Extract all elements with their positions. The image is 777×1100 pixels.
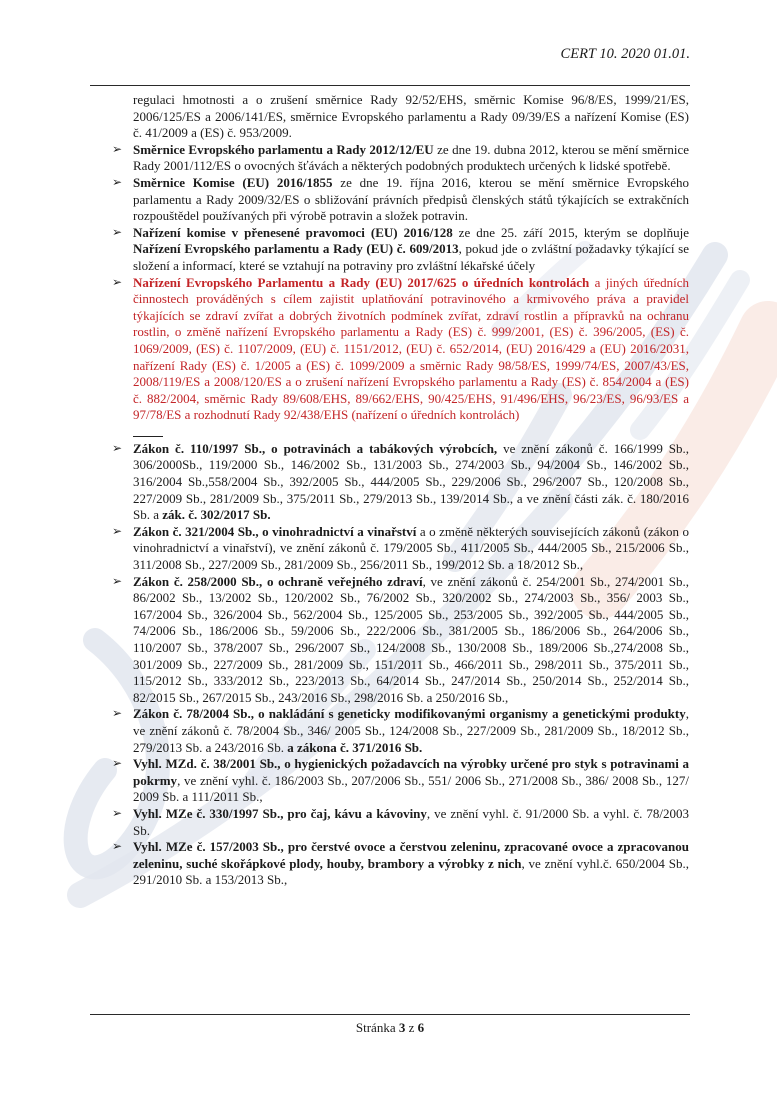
page-number-separator: z [405, 1020, 418, 1035]
bullet-arrow-icon: ➢ [112, 805, 123, 820]
list-item-text: a o změně některých souvisejících zákonů (zákon o vinohradnictví a vinařství), ve znění zákonů č. 179/2005 Sb., 411/2005 Sb., 444/2005 Sb., 215/2006 Sb., 311/2008 Sb., 227/2009 Sb., 281/2009 Sb., 256/2011 Sb., 199/2012 Sb. a 18/2012 Sb., [133, 523, 689, 573]
page-number [90, 1020, 690, 1036]
header-divider [90, 85, 690, 86]
list-item-text: , ve znění vyhl. č. 186/2003 Sb., 207/2006 Sb., 551/ 2006 Sb., 271/2008 Sb., 386/ 2008 Sb., 127/ 2009 Sb. a 111/2011 Sb., [133, 772, 689, 805]
bullet-arrow-icon: ➢ [112, 839, 123, 854]
bullet-arrow-icon: ➢ [112, 523, 123, 538]
bullet-arrow-icon: ➢ [112, 756, 123, 771]
list-item-text: a jiných úředních činnostech prováděných s cílem zajistit uplatňování potravinového a krmivového práva a pravidel týkajících se zdraví zvířat a dobrých životních podmínek zvířat, zdraví rostlin a přípravků na ochranu rostlin, o změně nařízení Evropského parlamentu a Rady (ES) č. 999/2001, (ES) č. 396/2005, (ES) č. 1069/2009, (ES) č. 1107/2009, (EU) č. 1151/2012, (EU) č. 652/2014, (EU) 2016/429 a (EU) 2016/2031, nařízení Rady (ES) č. 1/2005 a (ES) č. 1099/2009 a směrnic Rady 98/58/ES, 1999/74/ES, 2007/43/ES, 2008/119/ES a 2008/120/ES a o zrušení nařízení Evropského parlamentu a Rady (ES) č. 854/2004 a (ES) č. 882/2004, směrnic Rady 89/608/EHS, 89/662/EHS, 90/425/EHS, 91/496/EHS, 96/23/ES, 96/93/ES a 97/78/ES a rozhodnutí Rady 92/438/EHS (nařízení o úředních kontrolách) [133, 274, 689, 423]
list-item-text: ze dne 19. dubna 2012, kterou se mění směrnice Rady 2001/112/ES o ovocných šťávách a některých podobných produktech určených k lidské spotřebě. [133, 141, 689, 174]
list-item-decree-38-2001 [112, 756, 689, 806]
list-item-law-321-2004 [112, 523, 689, 574]
list-item-title: Nařízení komise v přenesené pravomoci (EU) 2016/128 [133, 224, 453, 240]
list-item-title: Směrnice Evropského parlamentu a Rady 2012/12/EU [133, 141, 434, 157]
list-item-title: Nařízení Evropského Parlamentu a Rady (EU) 2017/625 o úředních kontrolách [133, 274, 590, 290]
footer-divider [90, 1014, 690, 1015]
list-item-text: ze dne 25. září 2015, kterým se doplňuje [452, 224, 690, 240]
list-item-bold-ref: a zákona č. 371/2016 Sb. [287, 739, 423, 755]
list-item-law-78-2004 [112, 706, 689, 756]
bullet-arrow-icon: ➢ [112, 440, 123, 455]
list-item-text: ve znění zákonů č. 166/1999 Sb., 306/2000Sb., 119/2000 Sb., 146/2002 Sb., 131/2003 Sb., 274/2003 Sb., 94/2004 Sb., 146/2002 Sb., 316/2004 Sb.,558/2004 Sb., 392/2005 Sb., 444/2005 Sb., 229/2006 Sb., 296/2007 Sb., 120/2008 Sb., 227/2009 Sb., 281/2009 Sb., 375/2011 Sb., 279/2013 Sb., 139/2014 Sb., a ve znění části zák. č. 180/2016 Sb. a [133, 440, 689, 523]
list-item-regulation-2016-128 [112, 224, 690, 275]
list-item-directive-2016-1855 [112, 174, 689, 225]
list-item-law-258-2000 [112, 573, 690, 707]
page-number-total: 6 [417, 1020, 425, 1035]
bullet-arrow-icon: ➢ [112, 706, 123, 721]
list-item-law-110-1997 [112, 440, 689, 524]
intro-paragraph [133, 92, 689, 142]
bullet-arrow-icon: ➢ [112, 573, 123, 588]
header-title: CERT 10. 2020 01.01. [560, 46, 690, 62]
list-item-title: Zákon č. 110/1997 Sb., o potravinách a tabákových výrobcích, [133, 440, 498, 456]
document-body [112, 92, 690, 889]
bullet-arrow-icon: ➢ [112, 224, 123, 239]
list-item-text: , ve znění zákonů č. 78/2004 Sb., 346/ 2005 Sb., 124/2008 Sb., 227/2009 Sb., 281/2009 Sb., 18/2012 Sb., 279/2013 Sb. a 243/2016 Sb. [133, 706, 689, 755]
list-item-title: Zákon č. 78/2004 Sb., o nakládání s geneticky modifikovanými organismy a genetickými produkty [133, 706, 686, 722]
list-item-text: , pokud jde o zvláštní požadavky týkající se složení a informací, které se vztahují na potraviny pro zvláštní lékařské účely [133, 241, 689, 273]
page-number-current: 3 [398, 1020, 406, 1035]
list-item-directive-2012-12 [112, 141, 689, 175]
list-item-title: Vyhl. MZe č. 330/1997 Sb., pro čaj, kávu a kávoviny [133, 805, 427, 821]
list-item-text: , ve znění vyhl. č. 91/2000 Sb. a vyhl. č. 78/2003 Sb. [133, 805, 689, 838]
list-item-title: Vyhl. MZe č. 157/2003 Sb., pro čerstvé ovoce a čerstvou zeleninu, zpracované ovoce a zpracovanou zeleninu, suché skořápkové plody, houby, brambory a výrobky z nich [133, 839, 689, 871]
page-number-prefix: Stránka [355, 1020, 399, 1035]
bullet-arrow-icon: ➢ [112, 141, 123, 156]
list-item-text: ze dne 19. října 2016, kterou se mění směrnice Evropského parlamentu a Rady 2009/32/ES o sbližování právních předpisů členských států týkajících se extrakčních rozpouštědel používaných při výrobě potravin a složek potravin. [133, 174, 689, 224]
list-item-decree-330-1997 [112, 805, 689, 839]
footnote-separator [133, 436, 163, 437]
list-item-title: Zákon č. 258/2000 Sb., o ochraně veřejného zdraví [133, 573, 423, 589]
list-item-decree-157-2003 [112, 839, 689, 889]
list-item-text: , ve znění zákonů č. 254/2001 Sb., 274/2001 Sb., 86/2002 Sb., 13/2002 Sb., 120/2002 Sb., 76/2002 Sb., 320/2002 Sb., 274/2003 Sb., 356/ 2003 Sb., 167/2004 Sb., 326/2004 Sb., 562/2004 Sb., 125/2005 Sb., 253/2005 Sb., 392/2005 Sb., 444/2005 Sb., 74/2006 Sb., 186/2006 Sb., 59/2006 Sb., 222/2006 Sb., 381/2005 Sb., 186/2006 Sb., 264/2006 Sb., 110/2007 Sb., 378/2007 Sb., 296/2007 Sb., 124/2008 Sb., 130/2008 Sb., 189/2006 Sb.,274/2008 Sb., 301/2009 Sb., 227/2009 Sb., 281/2009 Sb., 151/2011 Sb., 466/2011 Sb., 298/2011 Sb., 375/2011 Sb., 115/2012 Sb., 333/2012 Sb., 223/2013 Sb., 64/2014 Sb., 247/2014 Sb., 250/2014 Sb., 252/2014 Sb., 82/2015 Sb., 267/2015 Sb., 243/2016 Sb., 298/2016 Sb. a 250/2016 Sb., [133, 573, 690, 705]
bullet-arrow-icon: ➢ [112, 274, 123, 289]
list-item-title: Směrnice Komise (EU) 2016/1855 [133, 174, 333, 190]
list-item-title: Vyhl. MZd. č. 38/2001 Sb., o hygienických požadavcích na výrobky určené pro styk s potravinami a pokrmy [133, 756, 689, 788]
list-item-regulation-2017-625 [112, 274, 689, 424]
list-item-text: , ve znění vyhl.č. 650/2004 Sb., 291/2010 Sb. a 153/2013 Sb., [133, 855, 689, 888]
intro-text: regulaci hmotnosti a o zrušení směrnice Rady 92/52/EHS, směrnic Komise 96/8/ES, 1999/21/ES, 2006/125/ES a 2006/141/ES, směrnice Evropského parlamentu a Rady 09/39/ES a nařízení Komise (ES) č. 41/2009 a (ES) č. 953/2009. [133, 92, 689, 141]
list-item-bold-ref: zák. č. 302/2017 Sb. [162, 507, 271, 523]
bullet-arrow-icon: ➢ [112, 174, 123, 189]
list-item-title: Zákon č. 321/2004 Sb., o vinohradnictví a vinařství [133, 523, 417, 539]
list-item-bold-ref: Nařízení Evropského parlamentu a Rady (EU) č. 609/2013 [133, 241, 459, 257]
